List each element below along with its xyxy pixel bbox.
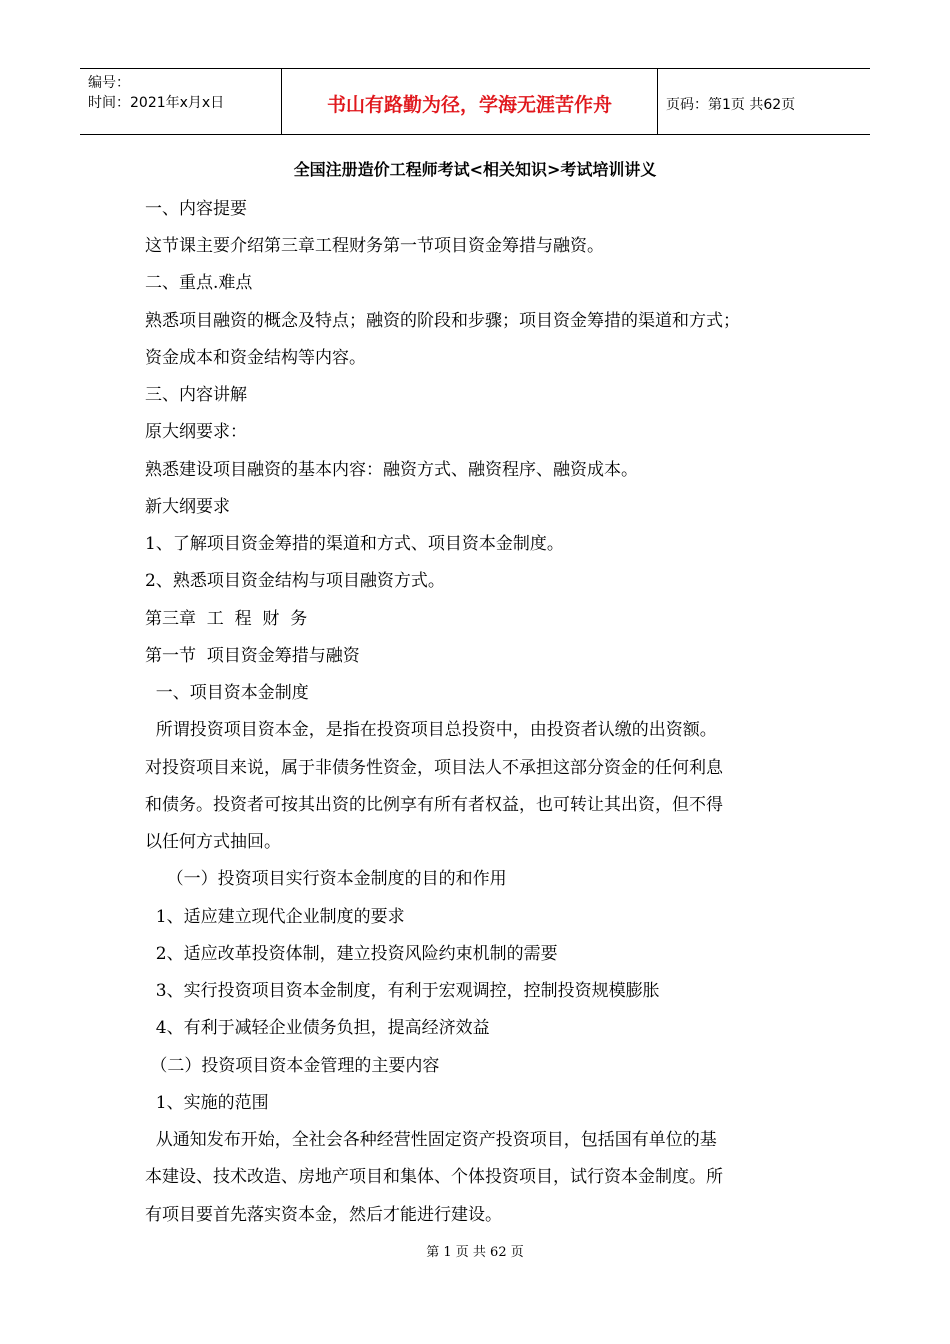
body-line: 第三章 工 程 财 务: [145, 609, 308, 629]
body-line: 熟悉项目融资的概念及特点；融资的阶段和步骤；项目资金筹措的渠道和方式；: [145, 311, 740, 331]
body-line: 2、适应改革投资体制，建立投资风险约束机制的需要: [145, 944, 558, 964]
body-line: 本建设、技术改造、房地产项目和集体、个体投资项目，试行资本金制度。所: [145, 1167, 723, 1187]
body-line: 3、实行投资项目资本金制度，有利于宏观调控，控制投资规模膨胀: [145, 981, 660, 1001]
date-label: 时间：2021年x月x日: [88, 95, 225, 111]
body-line: 从通知发布开始，全社会各种经营性固定资产投资项目，包括国有单位的基: [145, 1130, 717, 1150]
body-line: 一、项目资本金制度: [145, 683, 309, 703]
body-line: 2、熟悉项目资金结构与项目融资方式。: [145, 571, 445, 591]
body-line: 有项目要首先落实资本金，然后才能进行建设。: [145, 1205, 502, 1225]
body-line: 第一节 项目资金筹措与融资: [145, 646, 360, 666]
body-line: 这节课主要介绍第三章工程财务第一节项目资金筹措与融资。: [145, 236, 604, 256]
body-line: （二）投资项目资本金管理的主要内容: [145, 1056, 440, 1076]
body-line: 新大纲要求: [145, 497, 230, 517]
header-motto: 书山有路勤为径，学海无涯苦作舟: [282, 69, 658, 134]
body-line: 4、有利于减轻企业债务负担，提高经济效益: [145, 1018, 490, 1038]
page-footer: 第 1 页 共 62 页: [426, 1245, 524, 1260]
body-line: 二、重点.难点: [145, 273, 253, 293]
page-header: [80, 68, 870, 135]
body-line: 1、了解项目资金筹措的渠道和方式、项目资本金制度。: [145, 534, 564, 554]
body-line: 所谓投资项目资本金，是指在投资项目总投资中，由投资者认缴的出资额。: [145, 720, 717, 740]
document-title: 全国注册造价工程师考试<相关知识>考试培训讲义: [293, 160, 657, 179]
body-line: 1、实施的范围: [145, 1093, 269, 1113]
body-line: 对投资项目来说，属于非债务性资金，项目法人不承担这部分资金的任何利息: [145, 758, 723, 778]
body-line: 资金成本和资金结构等内容。: [145, 348, 366, 368]
body-line: 1、适应建立现代企业制度的要求: [145, 907, 405, 927]
body-line: 原大纲要求：: [145, 422, 247, 442]
body-line: 以任何方式抽回。: [145, 832, 281, 852]
serial-label: 编号：: [88, 75, 130, 91]
header-meta: [80, 69, 282, 134]
body-line: 三、内容讲解: [145, 385, 247, 405]
body-line: 一、内容提要: [145, 199, 247, 219]
header-page-info: 页码：第1页 共62页: [666, 96, 796, 113]
body-line: （一）投资项目实行资本金制度的目的和作用: [145, 869, 507, 889]
body-line: 熟悉建设项目融资的基本内容：融资方式、融资程序、融资成本。: [145, 460, 638, 480]
body-line: 和债务。投资者可按其出资的比例享有所有者权益，也可转让其出资，但不得: [145, 795, 723, 815]
